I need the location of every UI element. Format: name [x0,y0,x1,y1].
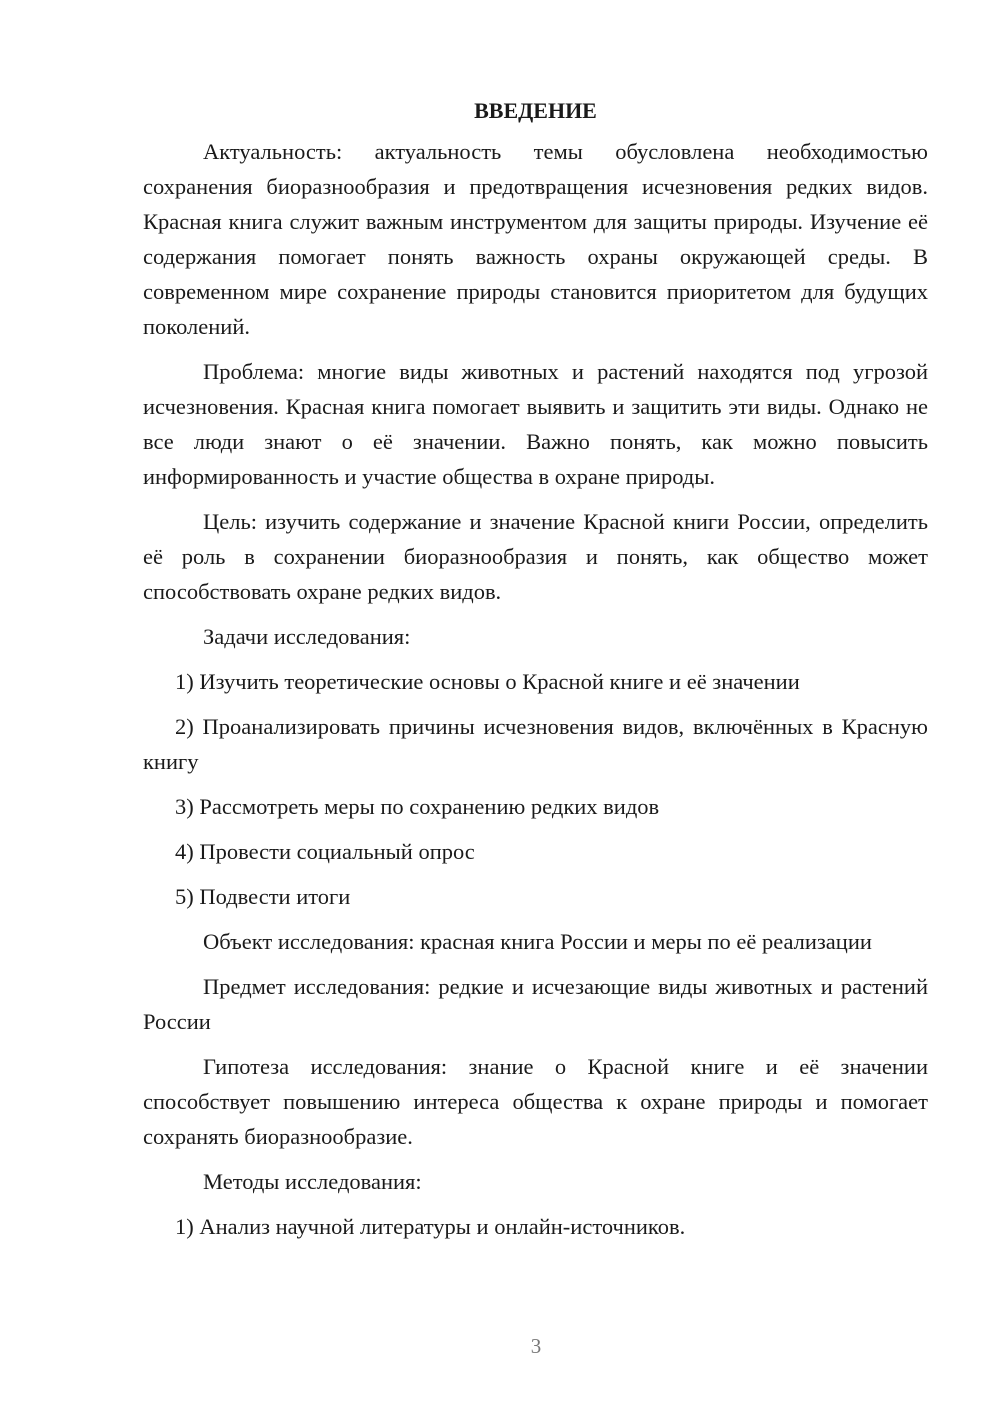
method-item: 1) Анализ научной литературы и онлайн-источников. [175,1214,686,1239]
page-number: 3 [530,1334,542,1358]
relevance-paragraph: Актуальность: актуальность темы обусловлена необходимостью сохранения биоразнообразия и предотвращения исчезновения редких видов. Красная книга служит важным инструментом для защиты природы. Изучение её содержания помогает понять важность охраны окружающей среды. В современном мире сохранение природы становится приоритетом для будущих поколений. [143,139,928,339]
document-page [143,96,928,1254]
methods-title: Методы исследования: [203,1169,422,1194]
task-item: 2) Проанализировать причины исчезновения видов, включённых в Красную книгу [143,714,928,774]
task-item: 3) Рассмотреть меры по сохранению редких видов [175,794,660,819]
task-item: 1) Изучить теоретические основы о Красной книге и её значении [175,669,800,694]
task-item: 5) Подвести итоги [175,884,351,909]
problem-paragraph: Проблема: многие виды животных и растений находятся под угрозой исчезновения. Красная книга помогает выявить и защитить эти виды. Однако не все люди знают о её значении. Важно понять, как можно повысить информированность и участие общества в охране природы. [143,359,928,489]
tasks-title: Задачи исследования: [203,624,411,649]
task-item: 4) Провести социальный опрос [175,839,475,864]
subject-paragraph: Предмет исследования: редкие и исчезающие виды животных и растений России [143,974,928,1034]
hypothesis-paragraph: Гипотеза исследования: знание о Красной книге и её значении способствует повышению интереса общества к охране природы и помогает сохранять биоразнообразие. [143,1054,928,1149]
section-heading: ВВЕДЕНИЕ [474,98,597,123]
goal-paragraph: Цель: изучить содержание и значение Красной книги России, определить её роль в сохранении биоразнообразия и понять, как общество может способствовать охране редких видов. [143,509,928,604]
object-paragraph: Объект исследования: красная книга России и меры по её реализации [203,929,872,954]
